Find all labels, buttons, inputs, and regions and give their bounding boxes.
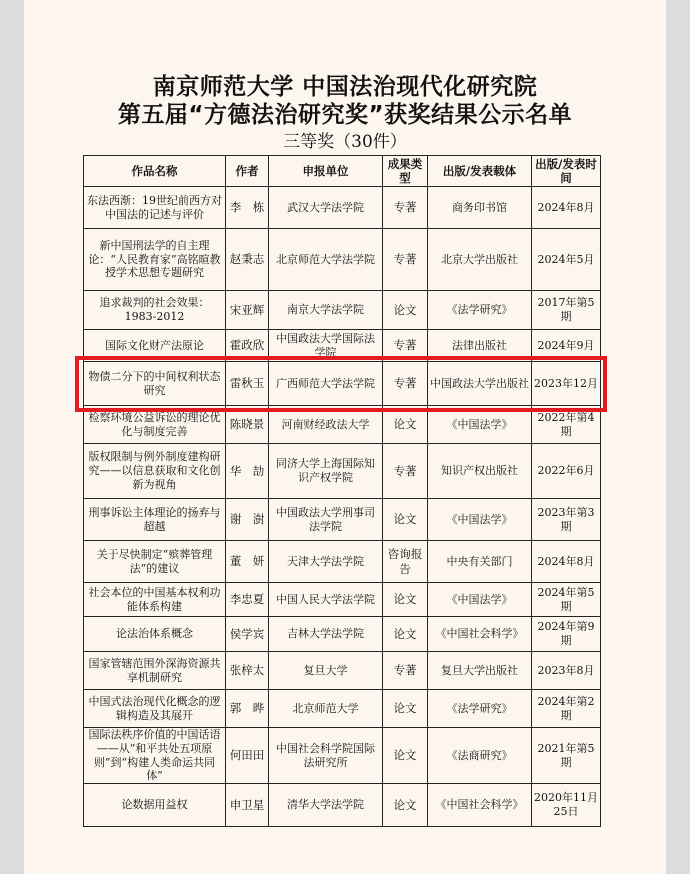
cell-unit: 北京师范大学 [269,690,383,728]
cell-pub: 《中国法学》 [428,406,532,444]
table-row [84,187,601,229]
cell-work: 版权限制与例外制度建构研究——以信息获取和文化创新为视角 [84,444,226,499]
cell-date: 2022年第4期 [532,406,601,444]
cell-pub: 《中国法学》 [428,583,532,617]
cell-author: 李 栋 [226,187,269,229]
cell-author: 郭 晔 [226,690,269,728]
table-row [84,617,601,652]
cell-type: 论文 [383,728,428,784]
header-pub: 出版/发表载体 [428,156,532,187]
cell-unit: 中国政法大学国际法学院 [269,330,383,362]
cell-unit: 清华大学法学院 [269,784,383,827]
header-work: 作品名称 [84,156,226,187]
cell-work: 论法治体系概念 [84,617,226,652]
cell-unit: 吉林大学法学院 [269,617,383,652]
table-row [84,583,601,617]
cell-type: 论文 [383,291,428,330]
cell-author: 雷秋玉 [226,362,269,406]
table-row [84,728,601,784]
cell-pub: 《中国社会科学》 [428,784,532,827]
document-title-line2: 第五届“方德法治研究奖”获奖结果公示名单 [117,102,573,128]
cell-pub: 北京大学出版社 [428,229,532,291]
header-type: 成果类型 [383,156,428,187]
cell-date: 2024年5月 [532,229,601,291]
cell-date: 2023年12月 [532,362,601,406]
cell-pub: 《中国社会科学》 [428,617,532,652]
cell-work: 东法西渐：19世纪前西方对中国法的记述与评价 [84,187,226,229]
cell-author: 董 妍 [226,541,269,583]
cell-date: 2024年8月 [532,187,601,229]
table-row [84,229,601,291]
cell-pub: 法律出版社 [428,330,532,362]
cell-work: 国际文化财产法原论 [84,330,226,362]
cell-author: 陈晓景 [226,406,269,444]
table-row [84,652,601,690]
cell-date: 2024年9月 [532,330,601,362]
cell-date: 2024年8月 [532,541,601,583]
cell-type: 专著 [383,229,428,291]
cell-date: 2020年11月25日 [532,784,601,827]
cell-date: 2024年第2期 [532,690,601,728]
cell-unit: 同济大学上海国际知识产权学院 [269,444,383,499]
cell-unit: 南京大学法学院 [269,291,383,330]
cell-type: 专著 [383,652,428,690]
cell-pub: 中国政法大学出版社 [428,362,532,406]
cell-work: 刑事诉讼主体理论的扬弃与超越 [84,499,226,541]
cell-pub: 知识产权出版社 [428,444,532,499]
cell-author: 谢 澍 [226,499,269,541]
cell-author: 申卫星 [226,784,269,827]
header-author: 作者 [226,156,269,187]
cell-type: 专著 [383,362,428,406]
cell-pub: 《法商研究》 [428,728,532,784]
cell-date: 2021年第5期 [532,728,601,784]
cell-work: 物债二分下的中间权利状态研究 [84,362,226,406]
cell-author: 赵秉志 [226,229,269,291]
cell-type: 论文 [383,499,428,541]
cell-unit: 北京师范大学法学院 [269,229,383,291]
cell-pub: 《中国法学》 [428,499,532,541]
cell-work: 国家管辖范围外深海资源共享机制研究 [84,652,226,690]
cell-unit: 中国人民大学法学院 [269,583,383,617]
cell-type: 专著 [383,330,428,362]
table-row [84,406,601,444]
cell-pub: 《法学研究》 [428,690,532,728]
cell-author: 华 劼 [226,444,269,499]
table-row [84,499,601,541]
table-row-highlighted [84,362,601,406]
cell-work: 社会本位的中国基本权利功能体系构建 [84,583,226,617]
cell-work: 关于尽快制定“殡葬管理法”的建议 [84,541,226,583]
cell-type: 论文 [383,583,428,617]
table-row [84,330,601,362]
cell-work: 中国式法治现代化概念的逻辑构造及其展开 [84,690,226,728]
cell-type: 专著 [383,444,428,499]
cell-unit: 河南财经政法大学 [269,406,383,444]
cell-author: 张梓太 [226,652,269,690]
cell-author: 李忠夏 [226,583,269,617]
cell-unit: 武汉大学法学院 [269,187,383,229]
header-date: 出版/发表时间 [532,156,601,187]
cell-type: 论文 [383,617,428,652]
cell-date: 2024年第5期 [532,583,601,617]
cell-date: 2017年第5期 [532,291,601,330]
award-category-subtitle: 三等奖（30件） [283,132,407,152]
cell-date: 2023年第3期 [532,499,601,541]
table-header-row [84,156,601,187]
cell-author: 何田田 [226,728,269,784]
cell-unit: 广西师范大学法学院 [269,362,383,406]
cell-pub: 商务印书馆 [428,187,532,229]
results-table [83,155,601,827]
document-title-line1: 南京师范大学 中国法治现代化研究院 [152,74,538,100]
cell-author: 侯学宾 [226,617,269,652]
cell-type: 咨询报告 [383,541,428,583]
cell-date: 2024年第9期 [532,617,601,652]
cell-type: 论文 [383,690,428,728]
table-row [84,541,601,583]
cell-work: 论数据用益权 [84,784,226,827]
cell-author: 宋亚辉 [226,291,269,330]
header-unit: 申报单位 [269,156,383,187]
cell-author: 霍政欣 [226,330,269,362]
cell-work: 国际法秩序价值的中国话语——从“和平共处五项原则”到“构建人类命运共同体” [84,728,226,784]
cell-unit: 天津大学法学院 [269,541,383,583]
cell-type: 论文 [383,784,428,827]
cell-work: 新中国刑法学的自主理论：“人民教育家”高铭暄教授学术思想专题研究 [84,229,226,291]
cell-unit: 中国社会科学院国际法研究所 [269,728,383,784]
cell-pub: 复旦大学出版社 [428,652,532,690]
cell-type: 论文 [383,406,428,444]
cell-date: 2022年6月 [532,444,601,499]
cell-pub: 《法学研究》 [428,291,532,330]
table-row [84,291,601,330]
cell-type: 专著 [383,187,428,229]
cell-unit: 复旦大学 [269,652,383,690]
table-row [84,784,601,827]
cell-work: 检察环境公益诉讼的理论优化与制度完善 [84,406,226,444]
cell-unit: 中国政法大学刑事司法学院 [269,499,383,541]
cell-work: 追求裁判的社会效果：1983-2012 [84,291,226,330]
cell-pub: 中央有关部门 [428,541,532,583]
table-row [84,690,601,728]
cell-date: 2023年8月 [532,652,601,690]
table-row [84,444,601,499]
